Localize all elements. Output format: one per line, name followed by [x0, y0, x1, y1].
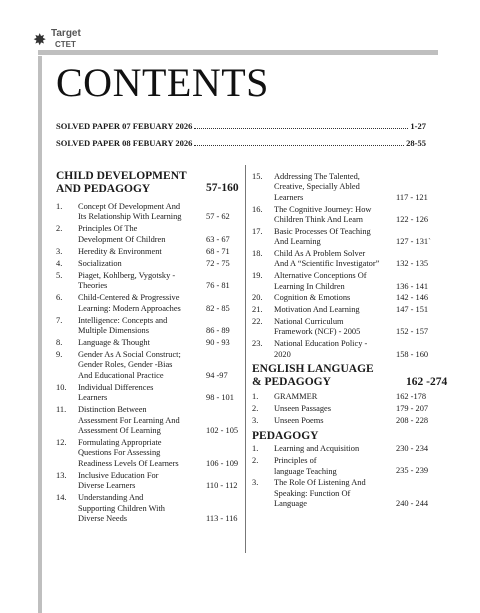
- toc-entry-number: 5.: [56, 270, 63, 280]
- toc-entry-pages: 98 - 101: [206, 393, 234, 403]
- toc-entry[interactable]: [252, 456, 472, 477]
- toc-entry[interactable]: [252, 227, 472, 248]
- section-title-line: AND PEDAGOGY: [56, 182, 151, 195]
- toc-entry-title: [274, 392, 317, 402]
- toc-entry-pages: 57 - 62: [206, 212, 230, 222]
- toc-entry-title-line: Gender Roles, Gender -Bias: [78, 360, 173, 370]
- toc-entry-number: 2.: [252, 404, 259, 414]
- toc-entry-title-line: Concept Of Development And: [78, 202, 181, 211]
- toc-entry[interactable]: [252, 305, 472, 315]
- toc-entry-title: [78, 271, 175, 292]
- toc-entry-title: [274, 339, 367, 360]
- toc-entry-title-line: Assessment For Learning And: [78, 415, 180, 425]
- toc-entry-title-line: Language: [274, 499, 308, 509]
- dot-leader: [194, 128, 408, 129]
- toc-entry-title-line: Learning: Modern Approaches: [78, 303, 181, 313]
- toc-entry[interactable]: [56, 247, 241, 257]
- toc-entry[interactable]: [56, 493, 241, 524]
- toc-entry-pages: 110 - 112: [206, 481, 238, 491]
- toc-entry-pages: 142 - 146: [396, 293, 429, 303]
- toc-entry[interactable]: [56, 383, 241, 404]
- section-title-line: CHILD DEVELOPMENT: [56, 170, 187, 182]
- toc-entry-title-line: Principles of: [274, 456, 317, 466]
- toc-entry-title-line: Children Think And Learn: [274, 215, 363, 224]
- toc-entry-number: 3.: [56, 246, 63, 256]
- toc-entry[interactable]: [252, 271, 472, 292]
- solved-paper-pages: 28-55: [406, 138, 426, 148]
- toc-entry-title-line: Understanding And: [78, 493, 144, 503]
- toc-entry-number: 22.: [252, 317, 263, 326]
- toc-entry-number: 19.: [252, 271, 263, 281]
- logo-brand-line1: Target: [51, 28, 81, 39]
- toc-entry[interactable]: [252, 205, 472, 226]
- toc-entry-title-line: Learning and Acquisition: [274, 444, 360, 454]
- toc-entry-number: 1.: [252, 392, 259, 402]
- toc-entry-title-line: Framework (NCF) - 2005: [274, 327, 361, 337]
- toc-entry-title-line: Heredity & Environment: [78, 246, 162, 256]
- solved-paper-label: SOLVED PAPER 07 FEBUARY 2026: [56, 121, 193, 131]
- toc-entry[interactable]: [252, 416, 472, 426]
- toc-entry-pages: 235 - 239: [396, 466, 429, 476]
- toc-entry-title-line: Addressing The Talented,: [274, 172, 360, 181]
- column-divider: [245, 165, 246, 553]
- dot-leader: [194, 145, 404, 146]
- toc-entry[interactable]: [252, 317, 472, 338]
- toc-entry-title-line: Basic Processes Of Teaching: [274, 226, 371, 236]
- toc-entry-title-line: GRAMMER: [274, 392, 318, 402]
- toc-entry-title-line: Distinction Between: [78, 405, 147, 415]
- toc-entry-pages: 230 - 234: [396, 444, 429, 454]
- toc-entry[interactable]: [56, 293, 241, 314]
- toc-entry-title: [274, 205, 371, 226]
- solved-paper-row[interactable]: [56, 138, 426, 148]
- toc-entry-title-line: Alternative Conceptions Of: [274, 271, 367, 281]
- toc-entry-number: 12.: [56, 438, 67, 447]
- toc-entry-title: [274, 293, 350, 303]
- toc-entry-pages: 63 - 67: [206, 234, 230, 244]
- toc-entry-title: [78, 202, 181, 223]
- toc-entry-title: [274, 172, 360, 203]
- toc-entry-pages: 76 - 81: [206, 281, 230, 291]
- toc-entry-title: [78, 247, 162, 257]
- toc-entry-number: 23.: [252, 339, 263, 349]
- toc-entry-pages: 127 - 131`: [396, 237, 431, 247]
- toc-entry-title-line: Development Of Children: [78, 234, 166, 244]
- toc-entry-number: 11.: [56, 405, 67, 415]
- toc-entry-title-line: Motivation And Learning: [274, 305, 360, 315]
- toc-entry-pages: 208 - 228: [396, 416, 429, 425]
- toc-entry-title-line: Its Relationship With Learning: [78, 212, 182, 222]
- toc-entry-title: [274, 416, 324, 426]
- toc-entry-title: [78, 259, 122, 269]
- section-title-line: PEDAGOGY: [252, 429, 319, 442]
- toc-entry-title-line: Cognition & Emotions: [274, 293, 351, 303]
- toc-entry[interactable]: [56, 350, 241, 381]
- toc-entry-pages: 158 - 160: [396, 349, 429, 359]
- toc-entry[interactable]: [56, 405, 241, 436]
- toc-entry-title-line: National Curriculum: [274, 317, 344, 326]
- toc-entry-title: [274, 271, 367, 292]
- toc-left-column: [56, 170, 241, 560]
- toc-entry-pages: 106 - 109: [206, 458, 239, 468]
- toc-entry-number: 14.: [56, 493, 67, 503]
- toc-entry-pages: 179 - 207: [396, 404, 429, 414]
- toc-entry-title-line: And Educational Practice: [78, 370, 164, 380]
- toc-right-column: [252, 172, 472, 562]
- toc-entry-pages: 82 - 85: [206, 303, 230, 313]
- toc-entry[interactable]: [56, 224, 241, 245]
- toc-entry-title-line: Supporting Children With: [78, 503, 165, 513]
- toc-entry-title-line: Piaget, Kohlberg, Vygotsky -: [78, 270, 176, 280]
- toc-entry-pages: 122 - 126: [396, 214, 429, 224]
- toc-entry-title-line: Multiple Dimensions: [78, 326, 149, 335]
- toc-entry-title: [78, 405, 180, 436]
- publisher-logo: [33, 28, 113, 54]
- toc-entry-number: 2.: [56, 224, 63, 234]
- toc-entry-pages: 117 - 121: [396, 192, 428, 202]
- toc-entry-number: 21.: [252, 305, 263, 315]
- toc-entry-number: 1.: [252, 444, 259, 454]
- toc-entry-title-line: Formulating Appropriate: [78, 438, 162, 447]
- toc-entry-pages: 147 - 151: [396, 305, 429, 315]
- toc-entry[interactable]: [56, 471, 241, 492]
- toc-entry-title-line: Principles Of The: [78, 224, 138, 234]
- toc-entry-title-line: Readiness Levels Of Learners: [78, 458, 179, 468]
- toc-entry[interactable]: [252, 478, 472, 509]
- toc-entry-title-line: Child As A Problem Solver: [274, 249, 366, 258]
- solved-paper-row[interactable]: [56, 121, 426, 131]
- toc-entry[interactable]: [252, 444, 472, 454]
- toc-entry-title: [274, 456, 337, 477]
- toc-entry-title: [274, 317, 360, 338]
- section-title-line: & PEDAGOGY: [252, 375, 331, 388]
- toc-entry-number: 10.: [56, 382, 67, 392]
- toc-entry-number: 17.: [252, 226, 263, 236]
- toc-entry-number: 9.: [56, 350, 63, 359]
- section-heading: [252, 430, 472, 443]
- toc-entry-number: 8.: [56, 338, 63, 347]
- toc-entry-number: 4.: [56, 258, 63, 268]
- toc-entry-pages: 132 - 135: [396, 259, 429, 269]
- page-title: CONTENTS: [56, 60, 269, 105]
- toc-entry-title: [78, 383, 153, 404]
- toc-entry[interactable]: [56, 271, 241, 292]
- side-rule: [38, 56, 42, 613]
- toc-entry-title-line: Questions For Assessing: [78, 448, 161, 458]
- toc-entry-pages: 152 - 157: [396, 327, 429, 337]
- toc-entry-title-line: Diverse Needs: [78, 514, 128, 523]
- toc-entry-title-line: Diverse Learners: [78, 481, 136, 491]
- toc-entry-title: [274, 227, 371, 248]
- toc-entry-pages: 136 - 141: [396, 281, 429, 291]
- toc-entry-pages: 113 - 116: [206, 513, 238, 523]
- toc-entry[interactable]: [56, 202, 241, 223]
- toc-entry[interactable]: [252, 404, 472, 414]
- toc-entry[interactable]: [252, 249, 472, 270]
- toc-entry-title-line: Child-Centered & Progressive: [78, 293, 180, 303]
- toc-entry-title-line: Inclusive Education For: [78, 470, 159, 480]
- toc-entry-title-line: language Teaching: [274, 466, 337, 476]
- toc-entry-number: 7.: [56, 315, 63, 325]
- toc-entry-number: 18.: [252, 249, 263, 258]
- toc-entry-title: [78, 224, 165, 245]
- toc-entry-title: [78, 350, 181, 381]
- toc-entry-title-line: Learning In Children: [274, 281, 345, 291]
- toc-entry-title-line: Intelligence: Concepts and: [78, 315, 168, 325]
- toc-entry-number: 1.: [56, 202, 63, 211]
- toc-entry-title-line: Theories: [78, 281, 108, 291]
- toc-entry-title-line: Individual Differences: [78, 382, 154, 392]
- section-heading: [252, 363, 472, 388]
- toc-entry-title-line: And Learning: [274, 237, 321, 247]
- solved-paper-label: SOLVED PAPER 08 FEBUARY 2026: [56, 138, 193, 148]
- toc-entry-number: 2.: [252, 456, 259, 466]
- toc-entry-title-line: The Cognitive Journey: How: [274, 204, 372, 214]
- toc-entry-title-line: The Role Of Listening And: [274, 478, 366, 488]
- toc-entry-number: 16.: [252, 204, 263, 214]
- toc-entry-pages: 68 - 71: [206, 246, 230, 256]
- section-page-range: 162 -274: [406, 375, 448, 388]
- star-icon: ✸: [33, 30, 47, 49]
- toc-entry[interactable]: [252, 392, 472, 402]
- toc-entry-title-line: Gender As A Social Construct;: [78, 350, 181, 359]
- toc-entry-pages: 240 - 244: [396, 499, 429, 509]
- toc-entry-title: [78, 493, 165, 524]
- logo-brand-line2: CTET: [55, 40, 76, 49]
- section-page-range: 57-160: [206, 182, 239, 194]
- toc-entry-title: [274, 478, 366, 509]
- toc-entry[interactable]: [252, 339, 472, 360]
- toc-entry-title-line: National Education Policy -: [274, 339, 368, 349]
- toc-entry-title-line: Learners: [274, 192, 304, 202]
- section-title-line: ENGLISH LANGUAGE: [252, 363, 374, 376]
- toc-entry[interactable]: [252, 172, 472, 203]
- toc-entry[interactable]: [56, 338, 241, 348]
- toc-entry-pages: 102 - 105: [206, 425, 239, 435]
- toc-entry-pages: 86 - 89: [206, 325, 230, 335]
- toc-entry-title: [78, 316, 167, 337]
- toc-entry-title-line: Unseen Passages: [274, 404, 331, 414]
- toc-entry-title: [78, 471, 158, 492]
- toc-entry[interactable]: [56, 438, 241, 469]
- toc-entry-title-line: Learners: [78, 393, 108, 403]
- toc-entry-title-line: Unseen Poems: [274, 416, 324, 425]
- toc-entry-title: [78, 438, 179, 469]
- toc-entry-number: 3.: [252, 478, 259, 488]
- toc-entry-title: [78, 293, 181, 314]
- toc-entry[interactable]: [56, 259, 241, 269]
- toc-entry-number: 6.: [56, 293, 63, 303]
- toc-entry-title-line: Speaking: Function Of: [274, 488, 351, 498]
- toc-entry-title: [274, 305, 360, 315]
- toc-entry-title-line: Socialization: [78, 258, 122, 268]
- toc-entry-pages: 72 - 75: [206, 258, 230, 268]
- toc-entry[interactable]: [56, 316, 241, 337]
- toc-entry-title-line: Creative, Specially Abled: [274, 182, 360, 192]
- toc-entry-title-line: Language & Thought: [78, 338, 150, 347]
- toc-entry-pages: 90 - 93: [206, 338, 230, 347]
- toc-entry-title-line: And A “Scientific Investigator”: [274, 259, 380, 269]
- toc-entry-number: 13.: [56, 470, 67, 480]
- solved-paper-pages: 1-27: [410, 121, 426, 131]
- toc-entry-number: 15.: [252, 172, 263, 181]
- toc-entry[interactable]: [252, 293, 472, 303]
- toc-entry-title: [274, 444, 359, 454]
- toc-entry-number: 3.: [252, 416, 259, 425]
- toc-entry-title-line: Assessment Of Learning: [78, 426, 161, 435]
- toc-entry-title: [274, 404, 331, 414]
- toc-entry-title: [274, 249, 379, 270]
- toc-entry-pages: 94 -97: [206, 370, 228, 380]
- toc-entry-title: [78, 338, 150, 348]
- toc-entry-title-line: 2020: [274, 349, 291, 359]
- section-heading: [56, 170, 241, 195]
- toc-entry-number: 20.: [252, 293, 263, 303]
- toc-entry-pages: 162 -178: [396, 392, 427, 402]
